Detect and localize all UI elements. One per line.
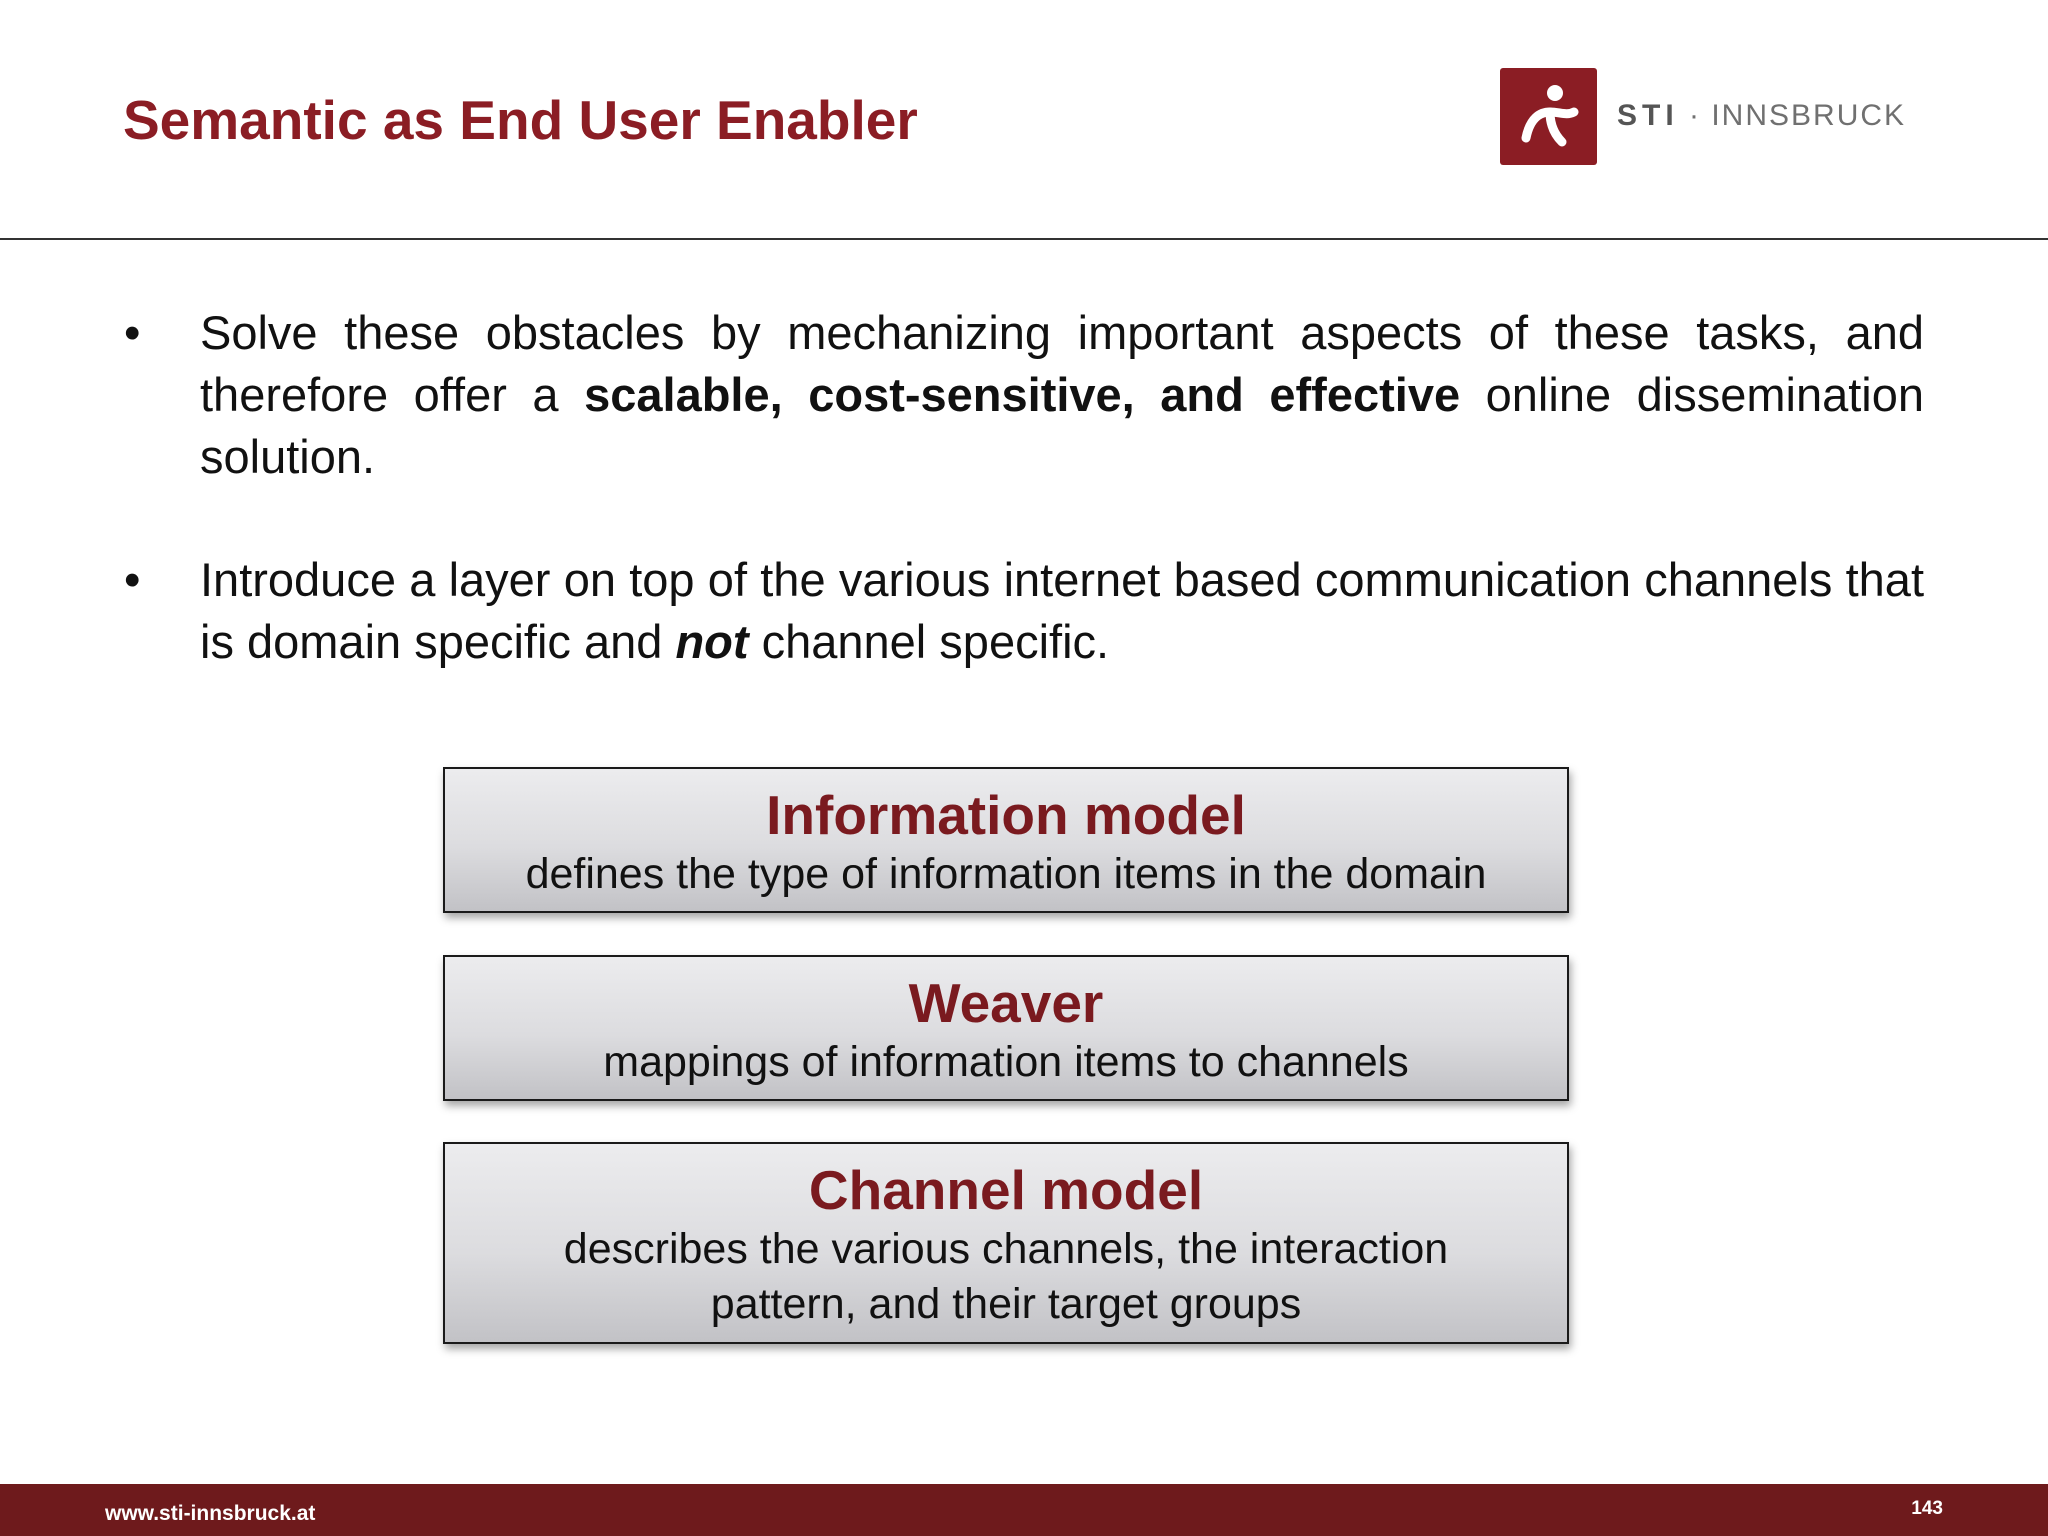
bullet-symbol: • xyxy=(124,553,141,606)
header-divider xyxy=(0,238,2048,240)
bullet-text xyxy=(200,302,1924,488)
footer-url: www.sti-innsbruck.at xyxy=(105,1502,316,1525)
bullet-text-part: Solve these obstacles by mechanizing important aspects of these tasks, and therefore offer a xyxy=(200,306,1924,421)
sti-logo-text xyxy=(1617,99,1906,133)
bullet-text-part: Introduce a layer on top of the various internet based communication channels that is domain specific and xyxy=(200,553,1924,668)
layer-description: defines the type of information items in the domain xyxy=(525,850,1487,898)
logo-brand-separator: · xyxy=(1678,99,1712,132)
layer-description: mappings of information items to channels xyxy=(603,1038,1409,1086)
layer-heading: Information model xyxy=(766,784,1246,846)
channel-model-box xyxy=(443,1142,1569,1344)
layer-heading: Channel model xyxy=(808,1159,1204,1221)
bullet-symbol: • xyxy=(124,306,141,359)
sti-logo xyxy=(1500,67,1906,165)
weaver-box xyxy=(443,955,1569,1101)
bullet-text xyxy=(200,549,1924,673)
page-number: 143 xyxy=(1911,1498,1943,1519)
layer-heading: Weaver xyxy=(908,972,1104,1034)
bullet-text-part: online dissemination solution. xyxy=(200,368,1925,483)
sti-logo-icon xyxy=(1500,68,1597,165)
footer-bar xyxy=(0,1484,2048,1536)
layer-description: describes the various channels, the interaction pattern, and their target groups xyxy=(563,1225,1449,1328)
bullet-text-part: channel specific. xyxy=(748,615,1110,668)
bullet-text-emphasis: not xyxy=(675,615,749,668)
logo-brand-rest: INNSBRUCK xyxy=(1711,99,1907,132)
slide-title: Semantic as End User Enabler xyxy=(123,89,918,151)
information-model-box xyxy=(443,767,1569,913)
logo-brand-bold: STI xyxy=(1617,99,1679,132)
bullet-text-emphasis: scalable, cost-sensitive, and effective xyxy=(584,368,1461,421)
